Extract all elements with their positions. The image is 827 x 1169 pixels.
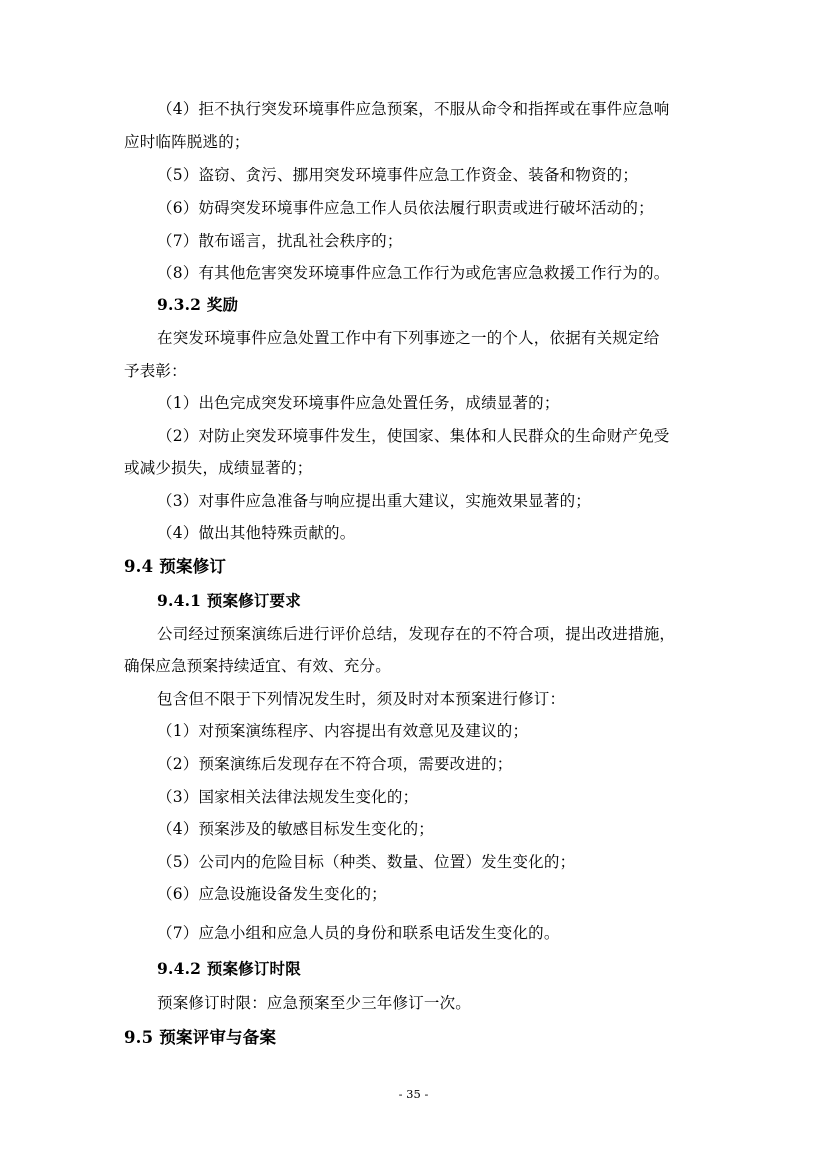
revision-conditions-intro: 包含但不限于下列情况发生时，须及时对本预案进行修订： <box>157 690 566 708</box>
item-5: （5）盗窃、贪污、挪用突发环境事件应急工作资金、装备和物资的； <box>157 166 639 184</box>
item-7: （7）散布谣言，扰乱社会秩序的； <box>157 232 403 250</box>
heading-9-4: 9.4 预案修订 <box>124 557 227 576</box>
reward-intro-line-1: 在突发环境事件应急处置工作中有下列事迹之一的个人，依据有关规定给 <box>157 329 660 347</box>
revision-item-6: （6）应急设施设备发生变化的； <box>157 885 387 903</box>
item-4-line-1: （4）拒不执行突发环境事件应急预案，不服从命令和指挥或在事件应急响 <box>157 100 670 118</box>
revision-item-1: （1）对预案演练程序、内容提出有效意见及建议的； <box>157 722 529 740</box>
revision-para-line-1: 公司经过预案演练后进行评价总结，发现存在的不符合项，提出改进措施， <box>157 625 676 643</box>
reward-item-2-line-2: 或减少损失，成绩显著的； <box>124 459 313 477</box>
item-6: （6）妨碍突发环境事件应急工作人员依法履行职责或进行破坏活动的； <box>157 199 654 217</box>
revision-item-7: （7）应急小组和应急人员的身份和联系电话发生变化的。 <box>157 924 560 942</box>
revision-item-4: （4）预案涉及的敏感目标发生变化的； <box>157 820 434 838</box>
heading-9-4-2: 9.4.2 预案修订时限 <box>157 959 301 978</box>
reward-item-2-line-1: （2）对防止突发环境事件发生，使国家、集体和人民群众的生命财产免受 <box>157 427 670 445</box>
revision-period: 预案修订时限：应急预案至少三年修订一次。 <box>157 994 472 1012</box>
reward-item-4: （4）做出其他特殊贡献的。 <box>157 524 356 542</box>
page-number: - 35 - <box>398 1087 429 1101</box>
heading-9-3-2: 9.3.2 奖励 <box>157 295 239 314</box>
reward-item-3: （3）对事件应急准备与响应提出重大建议，实施效果显著的； <box>157 492 591 510</box>
item-4-line-2: 应时临阵脱逃的； <box>124 133 250 151</box>
revision-item-3: （3）国家相关法律法规发生变化的； <box>157 788 419 806</box>
item-8: （8）有其他危害突发环境事件应急工作行为或危害应急救援工作行为的。 <box>157 264 670 282</box>
reward-item-1: （1）出色完成突发环境事件应急处置任务，成绩显著的； <box>157 394 560 412</box>
reward-intro-line-2: 予表彰： <box>124 362 187 380</box>
revision-para-line-2: 确保应急预案持续适宜、有效、充分。 <box>124 657 391 675</box>
revision-item-5: （5）公司内的危险目标（种类、数量、位置）发生变化的； <box>157 853 576 871</box>
revision-item-2: （2）预案演练后发现存在不符合项，需要改进的； <box>157 755 513 773</box>
heading-9-5: 9.5 预案评审与备案 <box>124 1028 277 1047</box>
heading-9-4-1: 9.4.1 预案修订要求 <box>157 591 301 610</box>
